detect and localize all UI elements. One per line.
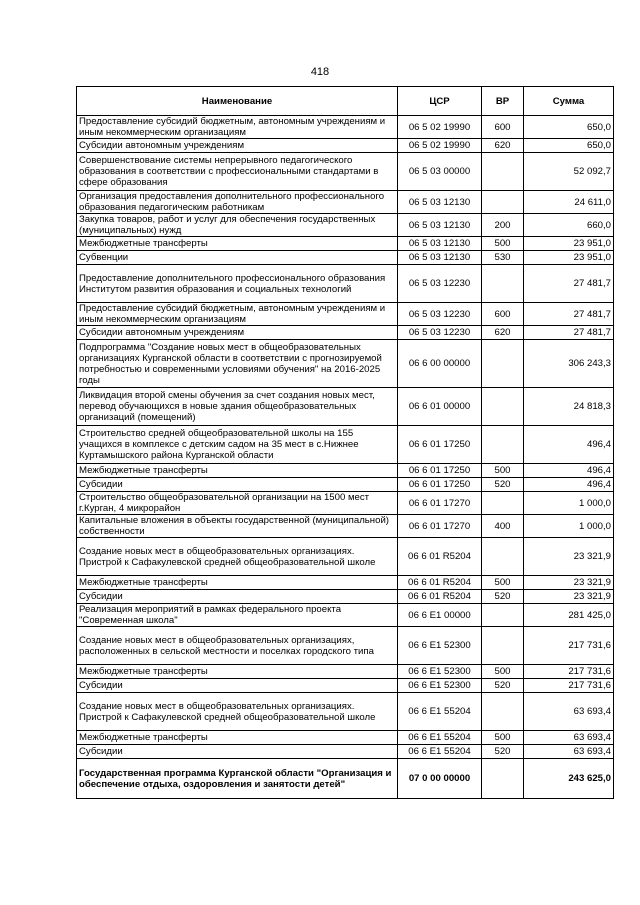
cell-sum: 217 731,6 bbox=[524, 679, 614, 693]
table-row bbox=[77, 265, 614, 303]
cell-vr: 520 bbox=[482, 478, 524, 492]
table-row bbox=[77, 478, 614, 492]
cell-csr: 06 6 01 17250 bbox=[398, 426, 482, 464]
cell-sum: 27 481,7 bbox=[524, 326, 614, 340]
cell-name: Предоставление субсидий бюджетным, автономным учреждениям и иным некоммерческим организациям bbox=[77, 303, 398, 326]
table-row bbox=[77, 492, 614, 515]
cell-name: Межбюджетные трансферты bbox=[77, 576, 398, 590]
cell-csr: 06 5 03 12230 bbox=[398, 326, 482, 340]
cell-csr: 06 5 03 12130 bbox=[398, 237, 482, 251]
table-row bbox=[77, 464, 614, 478]
cell-name: Субсидии автономным учреждениям bbox=[77, 139, 398, 153]
cell-csr: 06 6 E1 52300 bbox=[398, 679, 482, 693]
cell-name: Создание новых мест в общеобразовательных организациях. Пристрой к Сафакулевской средней общеобразовательной школе bbox=[77, 538, 398, 576]
table-row bbox=[77, 303, 614, 326]
cell-sum: 23 321,9 bbox=[524, 538, 614, 576]
table-row bbox=[77, 679, 614, 693]
cell-sum: 63 693,4 bbox=[524, 731, 614, 745]
cell-vr bbox=[482, 388, 524, 426]
cell-name: Субсидии автономным учреждениям bbox=[77, 326, 398, 340]
cell-name: Субсидии bbox=[77, 478, 398, 492]
table-row bbox=[77, 116, 614, 139]
cell-sum: 23 951,0 bbox=[524, 237, 614, 251]
cell-csr: 06 6 E1 55204 bbox=[398, 745, 482, 759]
cell-csr: 06 5 03 12230 bbox=[398, 303, 482, 326]
cell-csr: 06 6 01 R5204 bbox=[398, 576, 482, 590]
cell-name: Межбюджетные трансферты bbox=[77, 731, 398, 745]
budget-table bbox=[76, 86, 614, 799]
cell-vr: 530 bbox=[482, 251, 524, 265]
cell-csr: 06 6 01 R5204 bbox=[398, 538, 482, 576]
table-row bbox=[77, 759, 614, 799]
cell-name: Ликвидация второй смены обучения за счет создания новых мест, перевод обучающихся в новые здания общеобразовательных организаций (помещений) bbox=[77, 388, 398, 426]
cell-name: Субсидии bbox=[77, 590, 398, 604]
cell-sum: 496,4 bbox=[524, 464, 614, 478]
cell-name: Государственная программа Курганской области "Организация и обеспечение отдыха, оздоровления и занятости детей" bbox=[77, 759, 398, 799]
cell-csr: 06 6 01 17270 bbox=[398, 515, 482, 538]
cell-sum: 23 321,9 bbox=[524, 590, 614, 604]
cell-csr: 06 5 03 12230 bbox=[398, 265, 482, 303]
cell-name: Строительство общеобразовательной организации на 1500 мест г.Курган, 4 микрорайон bbox=[77, 492, 398, 515]
cell-sum: 24 818,3 bbox=[524, 388, 614, 426]
cell-vr: 500 bbox=[482, 665, 524, 679]
table-row bbox=[77, 576, 614, 590]
cell-vr bbox=[482, 191, 524, 214]
cell-csr: 06 6 E1 55204 bbox=[398, 731, 482, 745]
table-row bbox=[77, 153, 614, 191]
cell-vr: 620 bbox=[482, 139, 524, 153]
cell-name: Предоставление дополнительного профессионального образования Институтом развития образования и социальных технологий bbox=[77, 265, 398, 303]
cell-vr: 520 bbox=[482, 745, 524, 759]
cell-name: Реализация мероприятий в рамках федерального проекта "Современная школа" bbox=[77, 604, 398, 627]
table-row bbox=[77, 388, 614, 426]
cell-name: Организация предоставления дополнительного профессионального образования педагогическим работникам bbox=[77, 191, 398, 214]
cell-csr: 06 6 E1 52300 bbox=[398, 627, 482, 665]
cell-sum: 496,4 bbox=[524, 478, 614, 492]
table-row bbox=[77, 538, 614, 576]
table-body bbox=[77, 116, 614, 799]
cell-vr bbox=[482, 693, 524, 731]
cell-sum: 217 731,6 bbox=[524, 665, 614, 679]
cell-csr: 06 6 E1 55204 bbox=[398, 693, 482, 731]
table-row bbox=[77, 426, 614, 464]
cell-csr: 06 5 03 12130 bbox=[398, 191, 482, 214]
cell-csr: 06 6 01 R5204 bbox=[398, 590, 482, 604]
cell-sum: 243 625,0 bbox=[524, 759, 614, 799]
cell-vr bbox=[482, 492, 524, 515]
cell-csr: 06 5 02 19990 bbox=[398, 139, 482, 153]
cell-csr: 06 6 01 17270 bbox=[398, 492, 482, 515]
table-row bbox=[77, 326, 614, 340]
cell-name: Субвенции bbox=[77, 251, 398, 265]
cell-vr bbox=[482, 426, 524, 464]
cell-vr bbox=[482, 265, 524, 303]
cell-sum: 650,0 bbox=[524, 139, 614, 153]
header-csr: ЦСР bbox=[398, 87, 482, 116]
table-row bbox=[77, 515, 614, 538]
table-row bbox=[77, 191, 614, 214]
cell-vr bbox=[482, 759, 524, 799]
cell-name: Предоставление субсидий бюджетным, автономным учреждениям и иным некоммерческим организациям bbox=[77, 116, 398, 139]
cell-vr: 500 bbox=[482, 731, 524, 745]
table-row bbox=[77, 237, 614, 251]
cell-vr: 520 bbox=[482, 590, 524, 604]
cell-sum: 1 000,0 bbox=[524, 492, 614, 515]
cell-csr: 06 5 03 12130 bbox=[398, 214, 482, 237]
table-row bbox=[77, 604, 614, 627]
cell-name: Межбюджетные трансферты bbox=[77, 237, 398, 251]
cell-sum: 281 425,0 bbox=[524, 604, 614, 627]
cell-sum: 63 693,4 bbox=[524, 745, 614, 759]
cell-csr: 06 6 E1 00000 bbox=[398, 604, 482, 627]
cell-csr: 06 6 01 17250 bbox=[398, 464, 482, 478]
cell-name: Капитальные вложения в объекты государственной (муниципальной) собственности bbox=[77, 515, 398, 538]
cell-vr: 500 bbox=[482, 464, 524, 478]
cell-name: Субсидии bbox=[77, 679, 398, 693]
cell-vr bbox=[482, 604, 524, 627]
cell-name: Подпрограмма "Создание новых мест в общеобразовательных организациях Курганской области в соответствии с прогнозируемой потребностью и современными условиями обучения" на 2016-2025 годы bbox=[77, 340, 398, 388]
table-row bbox=[77, 340, 614, 388]
table-row bbox=[77, 693, 614, 731]
cell-sum: 660,0 bbox=[524, 214, 614, 237]
cell-sum: 217 731,6 bbox=[524, 627, 614, 665]
cell-vr: 400 bbox=[482, 515, 524, 538]
header-name: Наименование bbox=[77, 87, 398, 116]
cell-name: Создание новых мест в общеобразовательных организациях. Пристрой к Сафакулевской средней общеобразовательной школе bbox=[77, 693, 398, 731]
table-row bbox=[77, 590, 614, 604]
page-number: 418 bbox=[310, 66, 330, 78]
cell-sum: 27 481,7 bbox=[524, 303, 614, 326]
cell-name: Межбюджетные трансферты bbox=[77, 665, 398, 679]
cell-sum: 24 611,0 bbox=[524, 191, 614, 214]
cell-sum: 1 000,0 bbox=[524, 515, 614, 538]
cell-sum: 23 951,0 bbox=[524, 251, 614, 265]
cell-csr: 06 5 03 00000 bbox=[398, 153, 482, 191]
header-vr: ВР bbox=[482, 87, 524, 116]
cell-csr: 06 6 01 17250 bbox=[398, 478, 482, 492]
cell-vr: 600 bbox=[482, 303, 524, 326]
cell-vr: 520 bbox=[482, 679, 524, 693]
cell-csr: 06 6 01 00000 bbox=[398, 388, 482, 426]
cell-name: Межбюджетные трансферты bbox=[77, 464, 398, 478]
cell-sum: 496,4 bbox=[524, 426, 614, 464]
cell-sum: 52 092,7 bbox=[524, 153, 614, 191]
cell-sum: 63 693,4 bbox=[524, 693, 614, 731]
cell-sum: 27 481,7 bbox=[524, 265, 614, 303]
table-header-row bbox=[77, 87, 614, 116]
cell-vr: 620 bbox=[482, 326, 524, 340]
cell-name: Субсидии bbox=[77, 745, 398, 759]
cell-sum: 650,0 bbox=[524, 116, 614, 139]
cell-vr: 200 bbox=[482, 214, 524, 237]
table-row bbox=[77, 745, 614, 759]
cell-vr bbox=[482, 340, 524, 388]
table-row bbox=[77, 251, 614, 265]
cell-sum: 23 321,9 bbox=[524, 576, 614, 590]
cell-csr: 06 6 00 00000 bbox=[398, 340, 482, 388]
cell-csr: 06 6 E1 52300 bbox=[398, 665, 482, 679]
cell-vr bbox=[482, 627, 524, 665]
cell-vr: 600 bbox=[482, 116, 524, 139]
cell-csr: 07 0 00 00000 bbox=[398, 759, 482, 799]
table-row bbox=[77, 665, 614, 679]
table-row bbox=[77, 139, 614, 153]
table-row bbox=[77, 731, 614, 745]
table-row bbox=[77, 214, 614, 237]
cell-name: Создание новых мест в общеобразовательных организациях, расположенных в сельской местности и поселках городского типа bbox=[77, 627, 398, 665]
cell-vr: 500 bbox=[482, 576, 524, 590]
header-sum: Сумма bbox=[524, 87, 614, 116]
cell-name: Строительство средней общеобразовательной школы на 155 учащихся в комплексе с детским садом на 35 мест в с.Нижнее Куртамышского района Курганской области bbox=[77, 426, 398, 464]
cell-name: Закупка товаров, работ и услуг для обеспечения государственных (муниципальных) нужд bbox=[77, 214, 398, 237]
cell-vr: 500 bbox=[482, 237, 524, 251]
cell-csr: 06 5 02 19990 bbox=[398, 116, 482, 139]
cell-csr: 06 5 03 12130 bbox=[398, 251, 482, 265]
cell-sum: 306 243,3 bbox=[524, 340, 614, 388]
cell-vr bbox=[482, 538, 524, 576]
table-row bbox=[77, 627, 614, 665]
cell-vr bbox=[482, 153, 524, 191]
cell-name: Совершенствование системы непрерывного педагогического образования в соответствии с профессиональными стандартами в сфере образования bbox=[77, 153, 398, 191]
